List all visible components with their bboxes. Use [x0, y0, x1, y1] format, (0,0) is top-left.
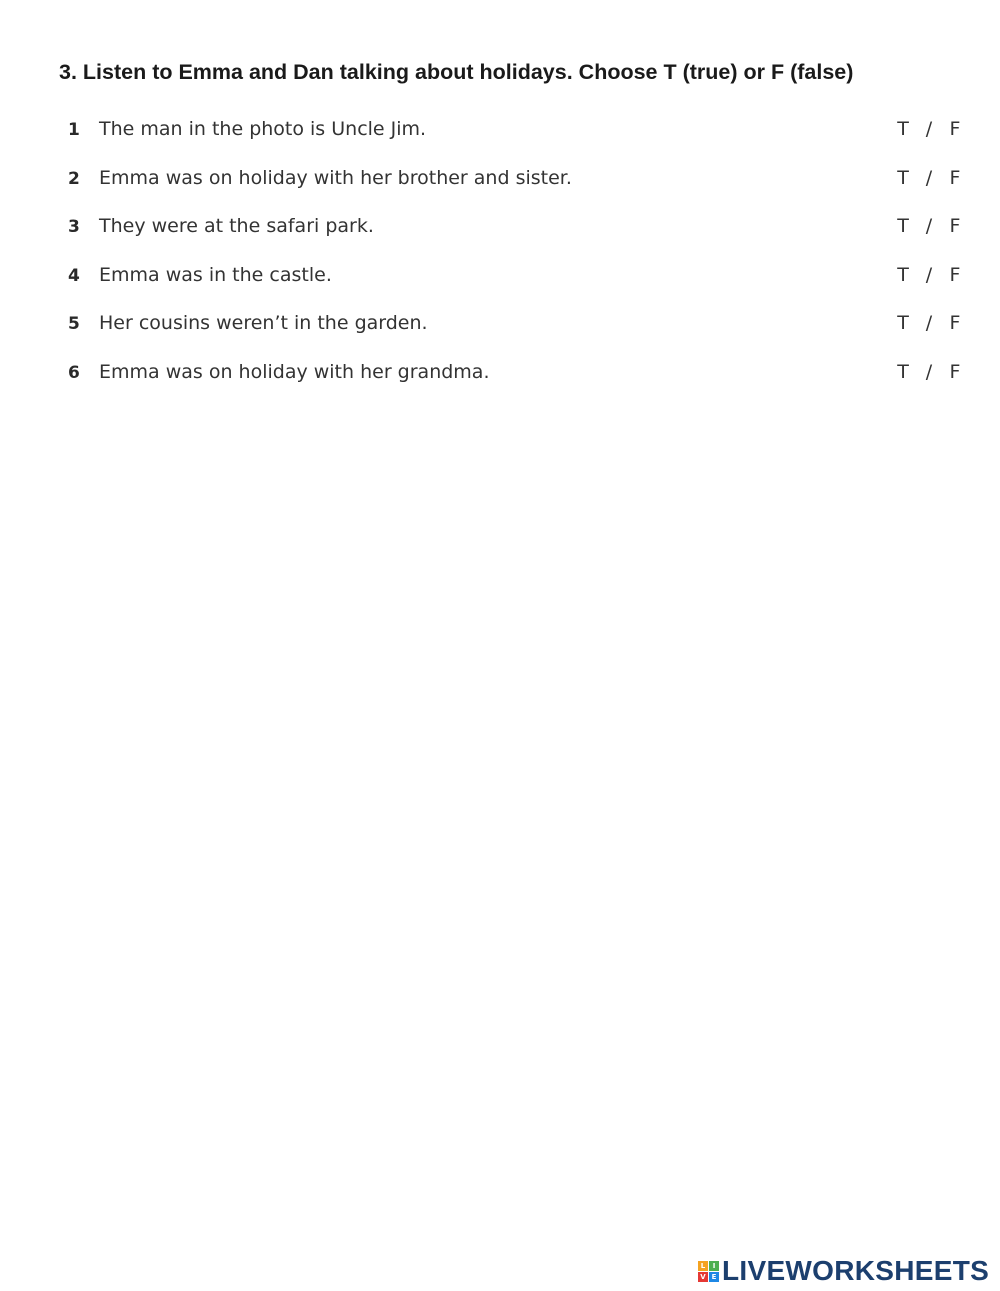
question-number: 1 [68, 120, 80, 140]
choice-separator: / [925, 118, 933, 140]
false-option[interactable]: F [949, 118, 961, 140]
true-false-choice [896, 264, 962, 286]
false-option[interactable]: F [949, 215, 961, 238]
true-false-choice [896, 312, 962, 334]
true-option[interactable]: T [897, 263, 909, 286]
true-false-choice [896, 167, 962, 189]
logo-icon-letter-l: L [698, 1261, 708, 1271]
question-number: 4 [68, 265, 80, 286]
question-item-6 [0, 353, 1000, 402]
false-option[interactable]: F [949, 263, 961, 286]
false-option[interactable]: F [949, 312, 961, 335]
question-item-2 [0, 159, 1000, 208]
logo-icon-letter-v: V [698, 1272, 708, 1282]
true-option[interactable]: T [897, 312, 909, 335]
true-option[interactable]: T [897, 360, 909, 383]
question-text: They were at the safari park. [99, 215, 374, 238]
logo-text: LIVEWORKSHEETS [722, 1255, 990, 1286]
question-number: 3 [68, 217, 80, 238]
logo-icon-letter-e: E [709, 1272, 719, 1282]
true-option[interactable]: T [897, 118, 909, 140]
true-false-choice [896, 118, 962, 140]
false-option[interactable]: F [949, 166, 961, 189]
question-number: 5 [68, 314, 80, 335]
question-text: Emma was on holiday with her grandma. [99, 360, 490, 383]
choice-separator: / [925, 166, 933, 189]
choice-separator: / [925, 360, 933, 383]
question-number: 2 [68, 168, 80, 189]
liveworksheets-logo [698, 1256, 989, 1286]
question-item-5 [0, 304, 1000, 353]
question-number: 6 [68, 362, 80, 383]
question-text: Emma was in the castle. [99, 263, 332, 286]
logo-icon [698, 1261, 719, 1282]
choice-separator: / [925, 312, 933, 335]
false-option[interactable]: F [949, 360, 961, 383]
choice-separator: / [925, 263, 933, 286]
question-item-3 [0, 207, 1000, 256]
question-text: The man in the photo is Uncle Jim. [99, 118, 427, 140]
true-option[interactable]: T [897, 215, 909, 238]
exercise-title: 3. Listen to Emma and Dan talking about holidays. Choose T (true) or F (false) [59, 60, 854, 84]
true-false-choice [896, 215, 962, 237]
true-option[interactable]: T [897, 166, 909, 189]
question-list [0, 110, 1000, 402]
question-item-1 [0, 110, 1000, 159]
choice-separator: / [925, 215, 933, 238]
true-false-choice [896, 361, 962, 383]
logo-icon-letter-i: I [709, 1261, 719, 1271]
question-text: Emma was on holiday with her brother and sister. [99, 166, 572, 189]
question-text: Her cousins weren’t in the garden. [99, 312, 428, 335]
question-item-4 [0, 256, 1000, 305]
